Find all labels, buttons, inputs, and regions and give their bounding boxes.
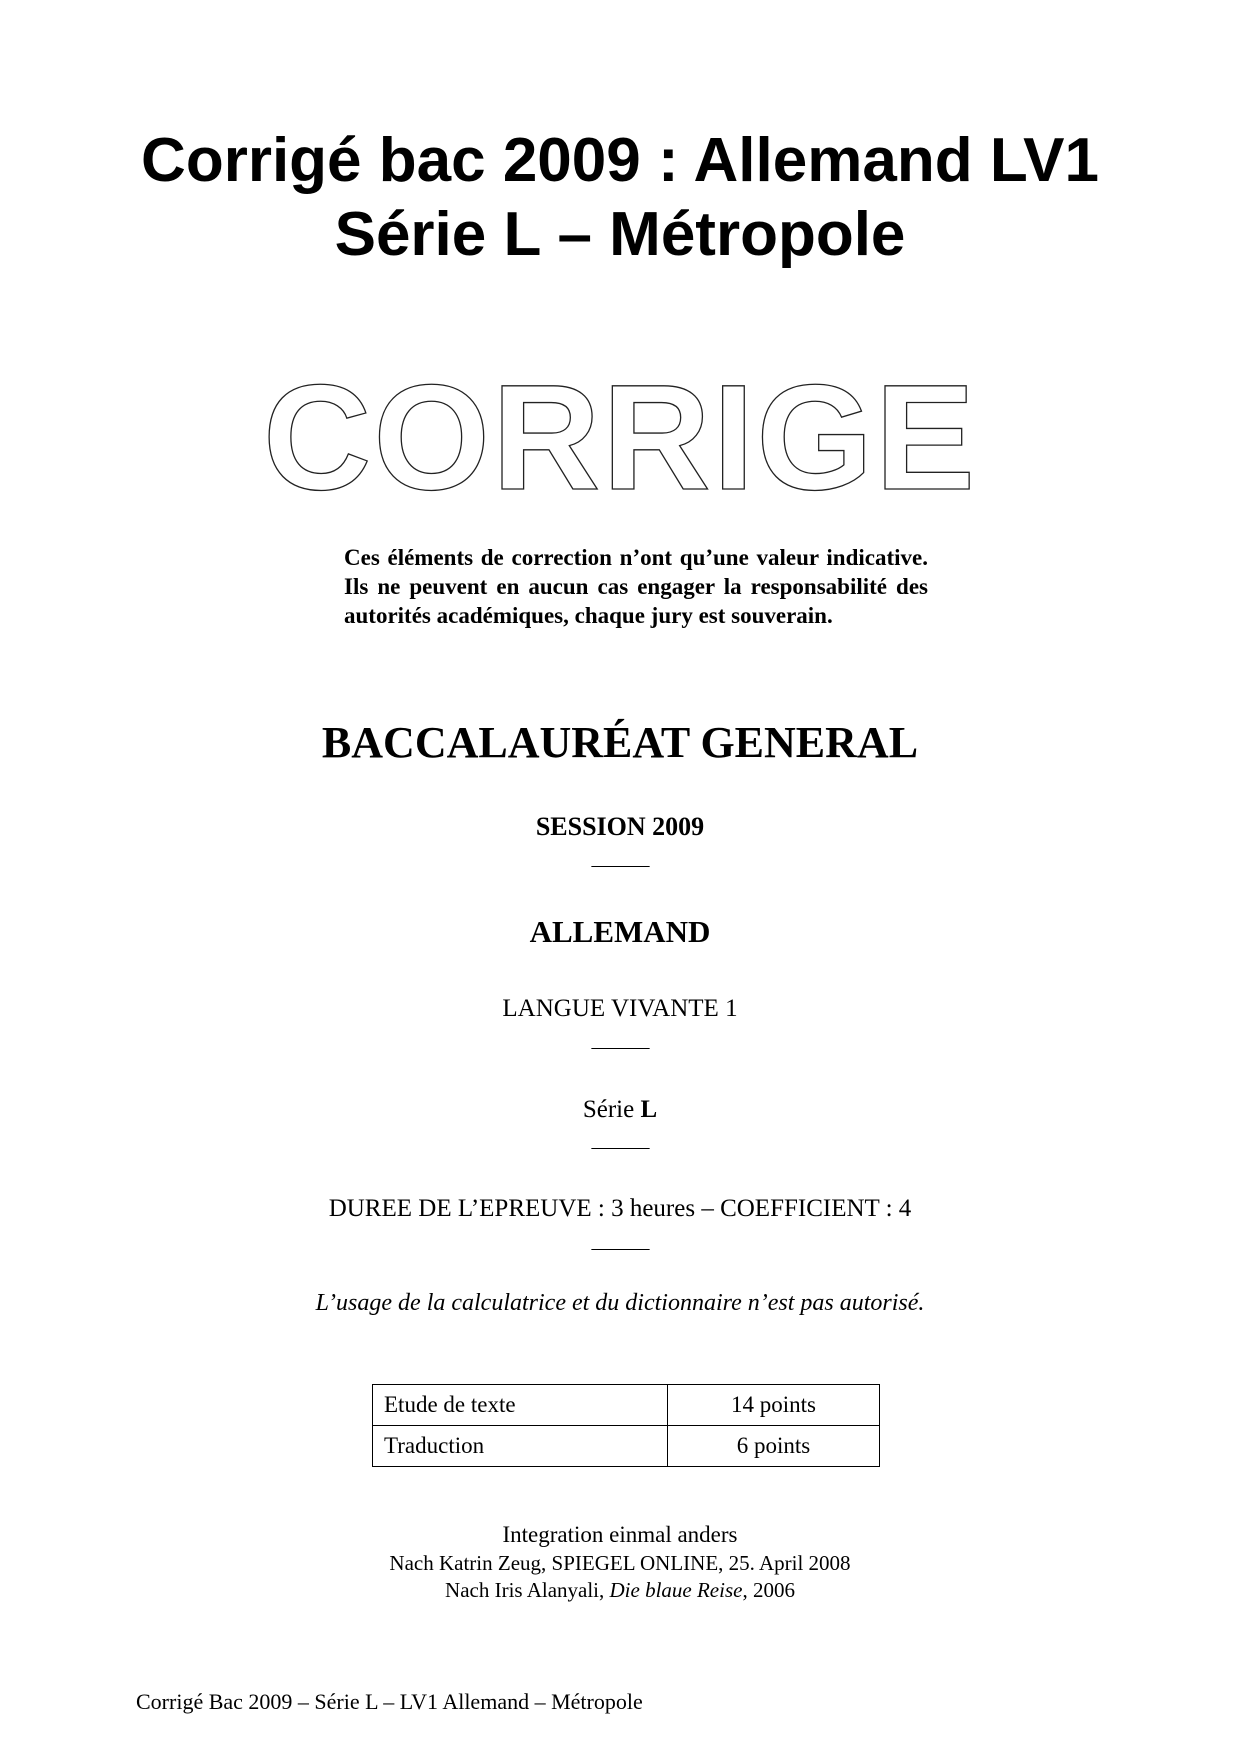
source-line-2: [0, 1576, 1240, 1604]
calculator-notice: L’usage de la calculatrice et du dictionnaire n’est pas autorisé.: [315, 1290, 925, 1316]
table-cell-label: Traduction: [373, 1426, 668, 1467]
series-label: [0, 1095, 1240, 1125]
level-label: LANGUE VIVANTE 1: [502, 995, 738, 1022]
text-title: Integration einmal anders: [502, 1522, 738, 1547]
corrige-watermark: CORRIGE: [262, 353, 978, 521]
duration-label: DUREE DE L’EPREUVE : 3 heures – COEFFICIENT : 4: [328, 1195, 912, 1222]
source-year: , 2006: [742, 1578, 795, 1602]
separator: ———: [591, 1036, 649, 1058]
source-line-1: Nach Katrin Zeug, SPIEGEL ONLINE, 25. April 2008: [389, 1551, 851, 1575]
title-line-1: Corrigé bac 2009 : Allemand LV1: [141, 126, 1099, 195]
separator: ———: [591, 854, 649, 876]
title-line-2: Série L – Métropole: [334, 200, 906, 269]
points-table: [372, 1384, 880, 1467]
table-row: [373, 1426, 880, 1467]
page-footer: Corrigé Bac 2009 – Série L – LV1 Allemand – Métropole: [136, 1689, 643, 1714]
source-work-title: Die blaue Reise: [609, 1578, 743, 1602]
exam-heading: BACCALAURÉAT GENERAL: [321, 718, 919, 767]
subject-label: ALLEMAND: [529, 914, 711, 949]
source-author: Nach Iris Alanyali,: [445, 1578, 610, 1602]
session-label: SESSION 2009: [535, 812, 705, 841]
series-prefix: Série: [582, 1096, 641, 1123]
disclaimer: Ces éléments de correction n’ont qu’une valeur indicative. Ils ne peuvent en aucun cas engager la responsabilité des autorités académiques, chaque jury est souverain.: [344, 545, 928, 628]
table-row: [373, 1385, 880, 1426]
separator: ———: [591, 1237, 649, 1259]
separator: ———: [591, 1136, 649, 1158]
table-cell-value: 6 points: [668, 1426, 880, 1467]
table-cell-value: 14 points: [668, 1385, 880, 1426]
series-letter: L: [640, 1096, 658, 1123]
table-cell-label: Etude de texte: [373, 1385, 668, 1426]
